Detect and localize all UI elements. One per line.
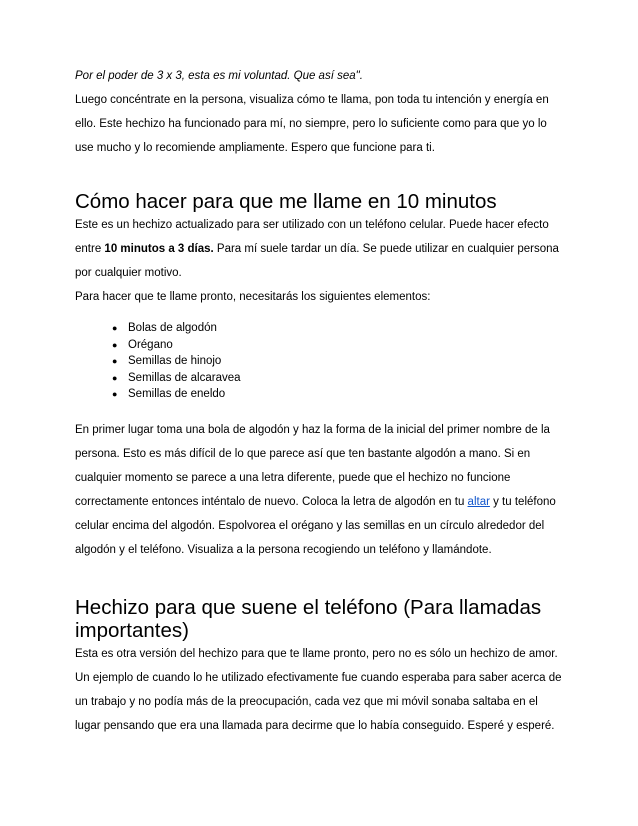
- paragraph-line: celular encima del algodón. Espolvorea el orégano y las semillas en un círculo alrededor del: [75, 519, 545, 532]
- list-item-label: Bolas de algodón: [128, 322, 217, 334]
- bullet-icon: ●: [112, 356, 118, 366]
- list-item-label: Semillas de hinojo: [128, 355, 222, 367]
- paragraph-line: por cualquier motivo.: [75, 267, 182, 279]
- paragraph-line: un trabajo y no podía más de la preocupación, cada vez que mi móvil sonaba saltaba en el: [75, 695, 538, 708]
- paragraph-line: Este es un hechizo actualizado para ser utilizado con un teléfono celular. Puede hacer efecto: [75, 219, 549, 231]
- bullet-icon: ●: [112, 389, 118, 399]
- section-heading-phone-ring: [75, 596, 575, 642]
- list-item: [112, 386, 575, 403]
- heading-line: Hechizo para que suene el teléfono (Para llamadas: [75, 595, 542, 619]
- list-item: [112, 337, 575, 354]
- bullet-icon: ●: [112, 323, 118, 333]
- paragraph-line: algodón y el teléfono. Visualiza a la persona recogiendo un teléfono y llamándote.: [75, 543, 492, 556]
- list-item-label: Orégano: [128, 338, 173, 351]
- closing-incantation: Por el poder de 3 x 3, esta es mi voluntad. Que así sea".: [75, 70, 363, 82]
- paragraph-line: persona. Esto es más difícil de lo que parece así que ten bastante algodón a mano. Si en: [75, 447, 531, 460]
- list-item: [112, 353, 575, 370]
- document-page: [75, 64, 575, 738]
- text-run: correctamente entonces inténtalo de nuevo. Coloca la letra de algodón en tu: [75, 495, 468, 508]
- paragraph-line: En primer lugar toma una bola de algodón y haz la forma de la inicial del primer nombre de la: [75, 423, 550, 436]
- paragraph-line: [75, 237, 575, 261]
- paragraph-line: Luego concéntrate en la persona, visualiza cómo te llama, pon toda tu intención y energía en: [75, 94, 549, 106]
- list-item-label: Semillas de eneldo: [128, 388, 226, 400]
- paragraph-line: ello. Este hechizo ha funcionado para mí, no siempre, pero lo suficiente como para que yo lo: [75, 118, 547, 130]
- paragraph-line: use mucho y lo recomiende ampliamente. Espero que funcione para ti.: [75, 142, 435, 154]
- list-item: [112, 320, 575, 337]
- paragraph-line: lugar pensando que era una llamada para decirme que lo había conseguido. Esperé y esperé.: [75, 719, 555, 732]
- heading-line: importantes): [75, 618, 189, 642]
- paragraph-line: [75, 490, 575, 514]
- ingredients-list: [75, 320, 575, 403]
- bullet-icon: ●: [112, 339, 118, 350]
- list-item-label: Semillas de alcaravea: [128, 371, 241, 384]
- paragraph-line: Un ejemplo de cuando lo he utilizado efectivamente fue cuando esperaba para saber acerca de: [75, 671, 562, 684]
- bold-duration: 10 minutos a 3 días.: [104, 243, 214, 255]
- paragraph-line: cualquier momento se parece a una letra diferente, puede que el hechizo no funcione: [75, 471, 511, 484]
- section-heading-call-in-10-minutes: Cómo hacer para que me llame en 10 minutos: [75, 190, 497, 213]
- paragraph-line: Esta es otra versión del hechizo para que te llame pronto, pero no es sólo un hechizo de amor.: [75, 647, 558, 660]
- altar-link[interactable]: altar: [467, 495, 490, 508]
- text-run: Para mí suele tardar un día. Se puede utilizar en cualquier persona: [213, 243, 559, 255]
- text-run: entre: [75, 243, 105, 255]
- paragraph-line: Para hacer que te llame pronto, necesitarás los siguientes elementos:: [75, 291, 431, 303]
- text-run: y tu teléfono: [489, 495, 556, 508]
- list-item: [112, 370, 575, 387]
- bullet-icon: ●: [112, 372, 118, 383]
